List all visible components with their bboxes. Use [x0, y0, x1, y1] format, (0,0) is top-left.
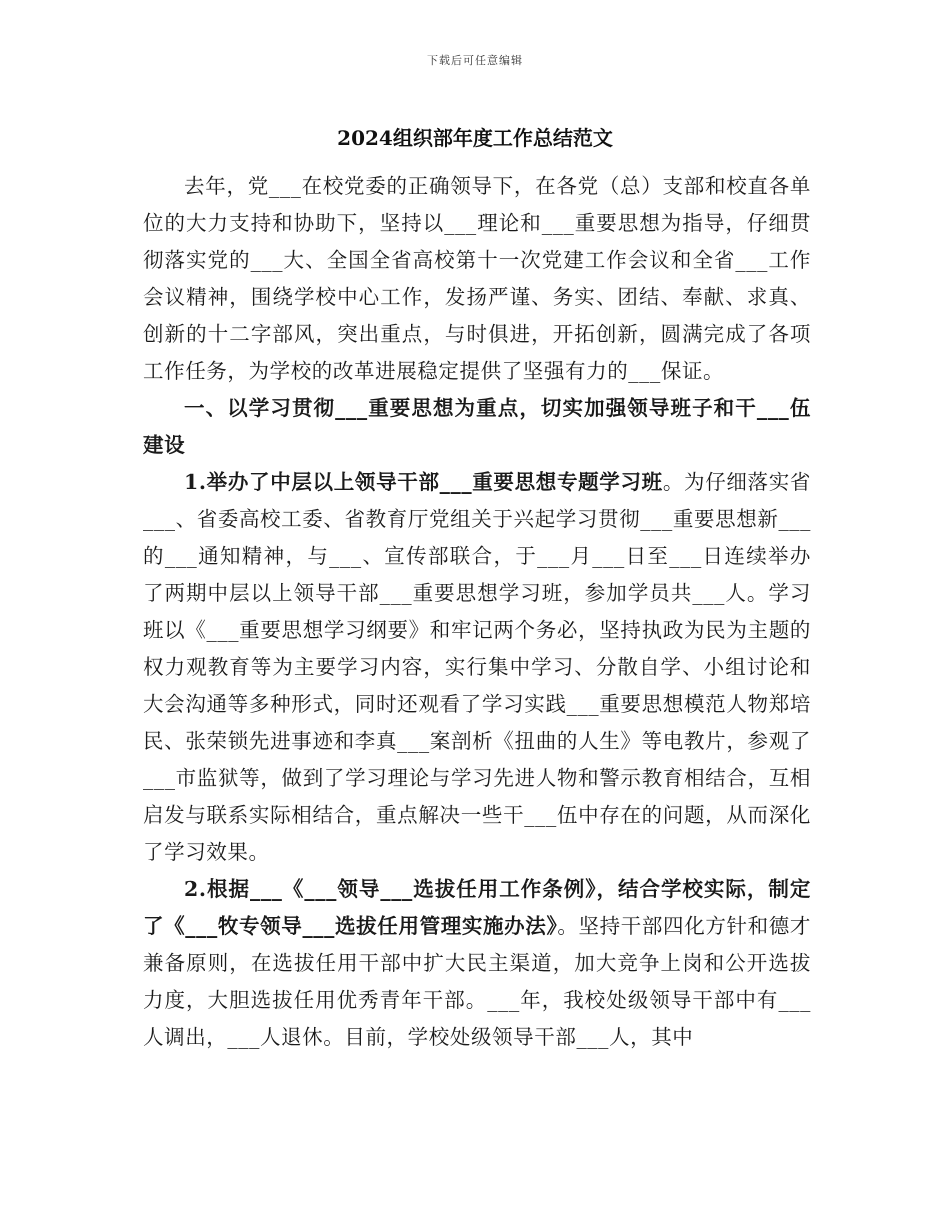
item-2-paragraph [143, 871, 811, 1056]
page-header-note: 下载后可任意编辑 [427, 54, 523, 67]
section-heading-1: 一、以学习贯彻___重要思想为重点，切实加强领导班子和干___伍建设 [143, 396, 811, 457]
item-1-lead: 1.举办了中层以上领导干部___重要思想专题学习班 [184, 470, 663, 494]
item-2-lead: 2.根据___《___领导___选拔任用工作条例》，结合学校实际，制定了《___牧专领导___选拔任用管理实施办法》 [143, 877, 811, 938]
intro-paragraph: 去年，党___在校党委的正确领导下，在各党（总）支部和校直各单位的大力支持和协助下，坚持以___理论和___重要思想为指导，仔细贯彻落实党的___大、全国全省高校第十一次党建工作会议和全省___工作会议精神，围绕学校中心工作，发扬严谨、务实、团结、奉献、求真、创新的十二字部风，突出重点，与时俱进，开拓创新，圆满完成了各项工作任务，为学校的改革进展稳定提供了坚强有力的___保证。 [143, 174, 811, 383]
document-title: 2024组织部年度工作总结范文 [337, 126, 613, 150]
document-body [143, 168, 811, 1056]
item-2-text: 。坚持干部四化方针和德才兼备原则，在选拔任用干部中扩大民主渠道，加大竞争上岗和公开选拔力度，大胆选拔任用优秀青年干部。___年，我校处级领导干部中有___人调出，___人退休。目前，学校处级领导干部___人，其中 [143, 914, 811, 1049]
item-1-text: 。为仔细落实省___、省委高校工委、省教育厅党组关于兴起学习贯彻___重要思想新___的___通知精神，与___、宣传部联合，于___月___日至___日连续举办了两期中层以上领导干部___重要思想学习班，参加学员共___人。学习班以《___重要思想学习纲要》和牢记两个务必，坚持执政为民为主题的权力观教育等为主要学习内容，实行集中学习、分散自学、小组讨论和大会沟通等多种形式，同时还观看了学习实践___重要思想模范人物郑培民、张荣锁先进事迹和李真___案剖析《扭曲的人生》等电教片，参观了___市监狱等，做到了学习理论与学习先进人物和警示教育相结合，互相启发与联系实际相结合，重点解决一些干___伍中存在的问题，从而深化了学习效果。 [143, 470, 812, 864]
item-1-paragraph [143, 464, 811, 871]
